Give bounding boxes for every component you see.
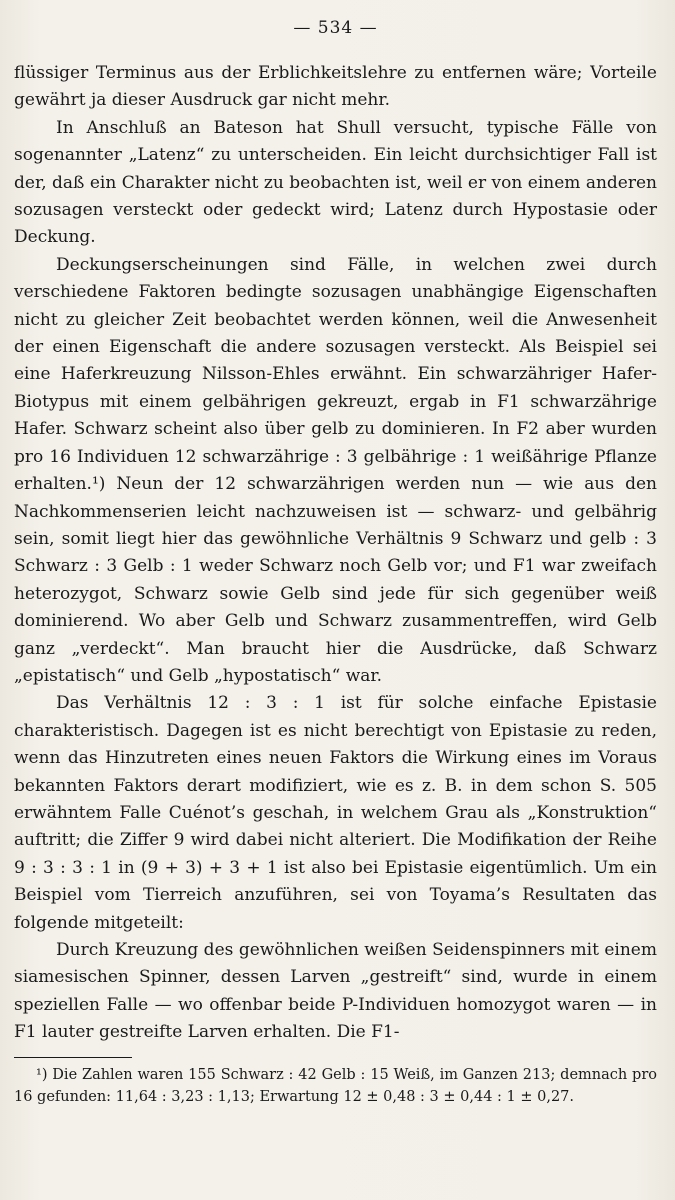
footnote: ¹) Die Zahlen waren 155 Schwarz : 42 Gelb : 15 Weiß, im Ganzen 213; demnach pro 16 gefunden: 11,64 : 3,23 : 1,13; Erwartung 12 ± 0,48 : 3 ± 0,44 : 1 ± 0,27. bbox=[14, 1066, 657, 1105]
paragraph-latenz: In Anschluß an Bateson hat Shull versucht, typische Fälle von sogenannter „Latenz“ zu unterscheiden. Ein leicht durchsichtiger Fall ist der, daß ein Charakter nicht zu beobachten ist, weil er von einem anderen sozusagen versteckt oder gedeckt wird; Latenz durch Hypostasie oder Deckung. bbox=[14, 117, 657, 248]
paragraph-epistasie: Das Verhältnis 12 : 3 : 1 ist für solche einfache Epistasie charakteristisch. Dagegen ist es nicht berechtigt von Epistasie zu reden, wenn das Hinzutreten eines neuen Faktors die Wirkung eines im Voraus bekannten Faktors derart modifiziert, wie es z. B. in dem schon S. 505 erwähntem Falle Cuénot’s geschah, in welchem Grau als „Konstruktion“ auftritt; die Ziffer 9 wird dabei nicht alteriert. Die Modifikation der Reihe 9 : 3 : 3 : 1 in (9 + 3) + 3 + 1 ist also bei Epistasie eigentümlich. Um ein Beispiel vom Tierreich anzuführen, sei von Toyama’s Resultaten das folgende mitgeteilt: bbox=[14, 693, 657, 933]
paragraph-continuation: flüssiger Terminus aus der Erblichkeitslehre zu entfernen wäre; Vorteile gewährt ja dieser Ausdruck gar nicht mehr. bbox=[14, 63, 657, 111]
paragraph-seidenspinner: Durch Kreuzung des gewöhnlichen weißen Seidenspinners mit einem siamesischen Spinner, dessen Larven „gestreift“ sind, wurde in einem speziellen Falle — wo offenbar beide P-Individuen homozygot waren — in F1 lauter gestreifte Larven erhalten. Die F1- bbox=[14, 940, 657, 1043]
footnote-divider bbox=[14, 1057, 132, 1058]
page-number: — 534 — bbox=[293, 18, 378, 38]
paragraph-deckung: Deckungserscheinungen sind Fälle, in welchen zwei durch verschiedene Faktoren bedingte sozusagen unabhängige Eigenschaften nicht zu gleicher Zeit beobachtet werden können, weil die Anwesenheit der einen Eigenschaft die andere sozusagen versteckt. Als Beispiel sei eine Haferkreuzung Nilsson-Ehles erwähnt. Ein schwarzähriger Hafer-Biotypus mit einem gelbährigen gekreuzt, ergab in F1 schwarzährige Hafer. Schwarz scheint also über gelb zu dominieren. In F2 aber wurden pro 16 Individuen 12 schwarzährige : 3 gelbährige : 1 weißährige Pflanze erhalten.¹) Neun der 12 schwarzährigen werden nun — wie aus den Nachkommenserien leicht nachzuweisen ist — schwarz- und gelbährig sein, somit liegt hier das gewöhnliche Verhältnis 9 Schwarz und gelb : 3 Schwarz : 3 Gelb : 1 weder Schwarz noch Gelb vor; und F1 war zweifach heterozygot, Schwarz sowie Gelb sind jede für sich gegenüber weiß dominierend. Wo aber Gelb und Schwarz zusammentreffen, wird Gelb ganz „verdeckt“. Man braucht hier die Ausdrücke, daß Schwarz „epistatisch“ und Gelb „hypostatisch“ war. bbox=[14, 254, 657, 686]
